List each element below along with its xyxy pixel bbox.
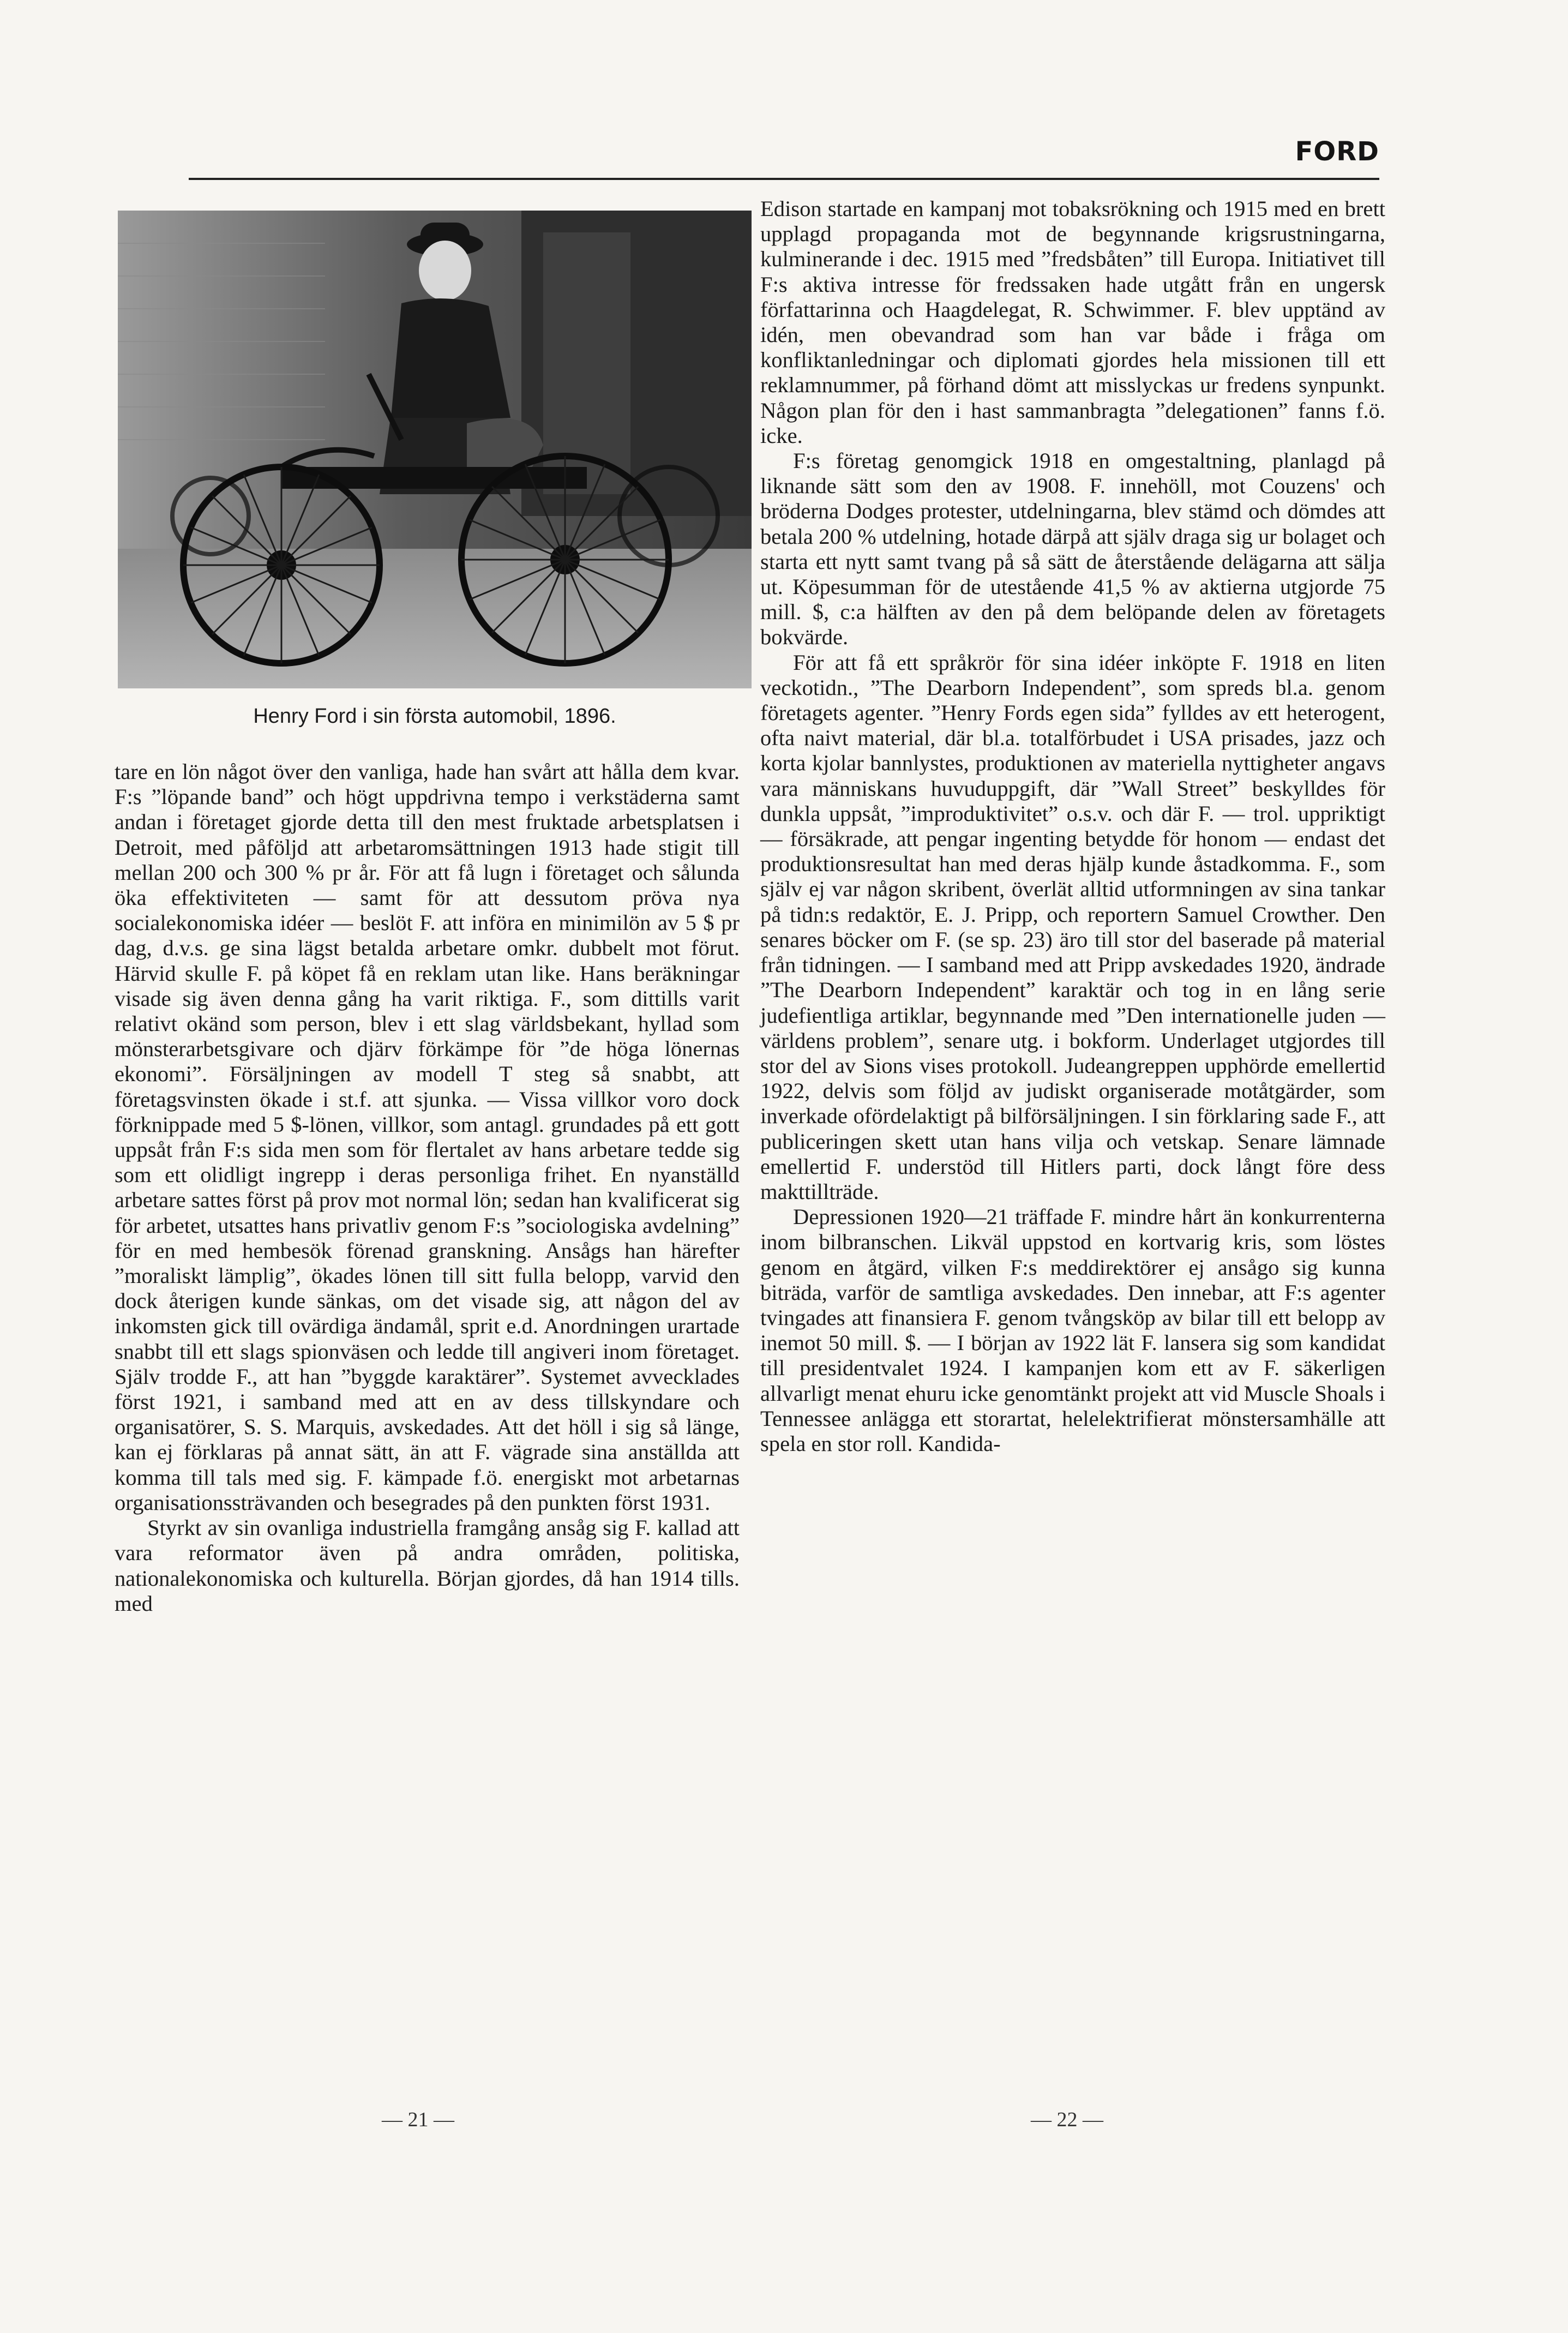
- photo-caption: Henry Ford i sin första automobil, 1896.: [253, 705, 616, 728]
- photo-ford-quadricycle: [118, 211, 752, 688]
- paragraph: Depressionen 1920—21 träffade F. mindre hårt än konkurrenterna inom bilbranschen. Likväl uppstod en kortvarig kris, som löstes genom en åtgärd, vilken F:s meddirektörer ej ansågo sig kunna biträda, varför de samtliga avskedades. Den innebar, att F:s agenter tvingades att finansiera F. genom tvångsköp av bilar till ett belopp av inemot 50 mill. $. — I början av 1922 lät F. lansera sig som kandidat till presidentvalet 1924. I kampanjen kom ett av F. säkerligen allvarligt menat ehuru icke genomtänkt projekt att vid Muscle Shoals i Tennessee anlägga ett storartat, helelektrifierat mönstersamhälle att spela en stor roll. Kandida-: [760, 1204, 1385, 1456]
- header-rule: [189, 178, 1379, 180]
- text-column-left: [115, 759, 740, 2134]
- paragraph: Styrkt av sin ovanliga industriella framgång ansåg sig F. kallad att vara reformator även på andra områden, politiska, nationalekonomiska och kulturella. Början gjordes, då han 1914 tills. med: [115, 1515, 740, 1616]
- paragraph: För att få ett språkrör för sina idéer inköpte F. 1918 en liten veckotidn., ”The Dearborn Independent”, som spreds bl.a. genom företagets agenter. ”Henry Fords egen sida” fylldes av ett heterogent, ofta naivt material, där bl.a. totalförbudet i USA prisades, jazz och korta kjolar bannlystes, produktionen av materiella nyttigheter angavs vara människans huvuduppgift, där ”Wall Street” beskylldes för dunkla uppsåt, ”improduktivitet” o.s.v. och där F. — trol. uppriktigt — försäkrade, att pengar ingenting betydde för honom — endast det produktionsresultat han med deras hjälp kunde åstadkomma. F., som själv ej var någon skribent, överlät alltid utformningen av sina tankar på tidn:s redaktör, E. J. Pripp, och reportern Samuel Crowther. Den senares böcker om F. (se sp. 23) äro till stor del baserade på material från tidningen. — I samband med att Pripp avskedades 1920, ändrade ”The Dearborn Independent” karaktär och tog in en lång serie judefientliga artiklar, begynnande med ”Den internationelle juden — världens problem”, senare utg. i bokform. Underlaget utgjordes till stor del av Sions vises protokoll. Judeangreppen upphörde emellertid 1922, delvis som följd av judiskt organiserade motåtgärder, som inverkade ofördelaktigt på bilförsäljningen. I sin förklaring sade F., att publiceringen skett utan hans vilja och vetskap. Senare lämnade emellertid F. understöd till Hitlers parti, dock långt före dess makttillträde.: [760, 650, 1385, 1204]
- text-column-right: [760, 196, 1385, 2138]
- paragraph: Edison startade en kampanj mot tobaksrökning och 1915 med en brett upplagd propaganda mot de begynnande krigsrustningarna, kulminerande i dec. 1915 med ”fredsbåten” till Europa. Initiativet till F:s aktiva intresse för fredssaken hade utgått från en ungersk författarinna och Haagdelegat, R. Schwimmer. F. blev upptänd av idén, men obevandrad som han var både i fråga om konfliktanledningar och diplomati gjordes hela missionen till ett reklamnummer, på förhand dömt att misslyckas ur fredens synpunkt. Någon plan för den i hast sammanbragta ”delegationen” fanns f.ö. icke.: [760, 196, 1385, 448]
- page-number-left: — 21 —: [382, 2108, 454, 2131]
- paragraph: F:s företag genomgick 1918 en omgestaltning, planlagd på liknande sätt som den av 1908. F. innehöll, mot Couzens' och bröderna Dodges protester, utdelningarna, blev stämd och dömdes att betala 200 % utdelning, hotade därpå att själv draga sig ur bolaget och starta ett nytt samt tvang på så sätt de återstående delägarna att sälja ut. Köpesumman för de utestående 41,5 % av aktierna utgjorde 75 mill. $, c:a hälften av den på dem belöpande delen av företagets bokvärde.: [760, 448, 1385, 650]
- photo-illustration: [118, 211, 752, 688]
- running-header: FORD: [1295, 136, 1379, 167]
- paragraph: tare en lön något över den vanliga, hade han svårt att hålla dem kvar. F:s ”löpande band” och högt uppdrivna tempo i verkstäderna samt andan i företaget gjorde detta till den mest fruktade arbetsplatsen i Detroit, med påföljd att arbetaromsättningen 1913 hade stigit till mellan 200 och 300 % pr år. För att få lugn i företaget och sålunda öka effektiviteten — samt för att dessutom pröva nya socialekonomiska idéer — beslöt F. att införa en minimilön av 5 $ pr dag, d.v.s. ge sina lägst betalda arbetare omkr. dubbelt mot förut. Härvid skulle F. på köpet få en reklam utan like. Hans beräkningar visade sig även denna gång ha varit riktiga. F., som dittills varit relativt okänd som person, blev i ett slag världsbekant, hyllad som mönsterarbetsgivare och djärv förkämpe för ”de höga lönernas ekonomi”. Försäljningen av modell T steg så snabbt, att företagsvinsten ökade i st.f. att sjunka. — Vissa villkor voro dock förknippade med 5 $-lönen, villkor, som antagl. grundades på ett gott uppsåt från F:s sida men som för flertalet av hans arbetare tedde sig som ett olidligt ingrepp i deras personliga frihet. En nyanställd arbetare sattes först på prov mot normal lön; sedan han kvalificerat sig för arbetet, utsattes hans privatliv genom F:s ”sociologiska avdelning” för en med hembesök förenad granskning. Ansågs han härefter ”moraliskt lämplig”, ökades lönen till sitt fulla belopp, varvid den dock återigen kunde sänkas, om det visade sig, att någon del av inkomsten gick till ovärdiga ändamål, sprit e.d. Anordningen urartade snabbt till ett slags spionväsen och ledde till angiveri inom företaget. Själv trodde F., att han ”byggde karaktärer”. Systemet avvecklades först 1921, i samband med att en av dess tillskyndare och organisatörer, S. S. Marquis, avskedades. Att det höll i sig så länge, kan ej förklaras på annat sätt, än att F. vägrade sina anställda att komma till tals med sig. F. kämpade f.ö. energiskt mot arbetarnas organisationssträvanden och besegrades på den punkten först 1931.: [115, 759, 740, 1515]
- page-number-right: — 22 —: [1031, 2108, 1103, 2131]
